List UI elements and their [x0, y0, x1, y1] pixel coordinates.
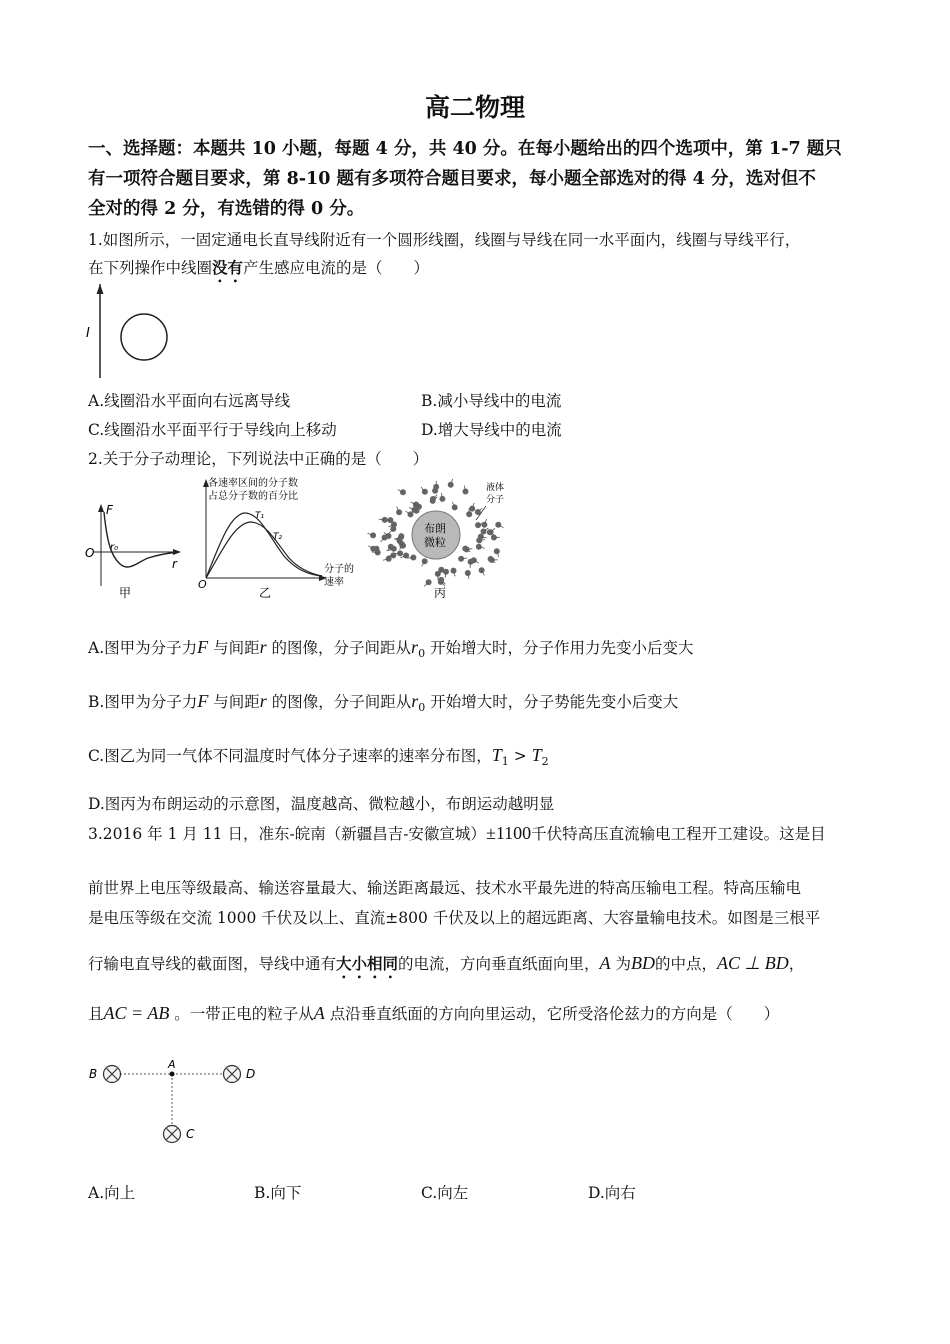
label-b: B [89, 1067, 98, 1081]
q1-option-b[interactable]: B.减小导线中的电流 [421, 392, 562, 410]
r0-label: r₀ [110, 542, 119, 553]
liquid-molecule [476, 544, 482, 550]
xlabel-1: 分子的 [324, 564, 354, 575]
liquid-molecule [370, 532, 376, 538]
molecule-velocity [372, 552, 378, 553]
figure-bing [368, 479, 505, 600]
page-title: 高二物理 [424, 93, 525, 122]
xlabel-2: 速率 [324, 577, 344, 588]
section-line-1: 一、选择题：本题共 10 小题，每题 4 分，共 40 分。在每小题给出的四个选项中，第 1-7 题只 [88, 139, 842, 159]
liquid-molecule [408, 511, 414, 517]
q1-stem-text-2: 产生感应电流的是（ ） [243, 259, 430, 277]
wire-c-cross-icon [164, 1126, 181, 1143]
origin-label: O [85, 546, 95, 560]
caption-bing: 丙 [434, 586, 447, 600]
liquid-molecule [416, 504, 422, 510]
origin-label-yi: O [198, 578, 207, 591]
brownian-label-1: 布朗 [424, 522, 446, 535]
t1-label: T₁ [255, 511, 265, 521]
liquid-molecule [469, 506, 475, 512]
coil [121, 314, 167, 360]
q1-option-c[interactable]: C.线圈沿水平面平行于导线向上移动 [88, 421, 337, 439]
t2-label: T₂ [273, 532, 283, 542]
q3-option-a[interactable]: A.向上 [88, 1184, 136, 1202]
q3-figure [84, 1026, 274, 1154]
q2-option-c[interactable]: C.图乙为同一气体不同温度时气体分子速率的速率分布图，$T_1 > T_2$ [88, 745, 549, 769]
q1-option-a[interactable]: A.线圈沿水平面向右远离导线 [88, 392, 291, 410]
q3-stem-line-1: 3.2016 年 1 月 11 日，准东-皖南（新疆昌吉-安徽宣城）±1100千伏特高压直流输电工程开工建设。这是目 [88, 823, 826, 843]
axis-label-f: F [106, 503, 113, 517]
liquid-label-1: 液体 [486, 483, 505, 493]
liquid-molecule [471, 557, 477, 563]
q3-stem-line-2: 前世界上电压等级最高、输送容量最大、输送距离最远、技术水平最先进的特高压输电工程。特高压输电 [88, 879, 802, 897]
figure-jia [85, 503, 181, 600]
current-label: I [86, 326, 90, 341]
q3-option-b[interactable]: B.向下 [254, 1184, 302, 1202]
label-c: C [186, 1127, 195, 1141]
liquid-molecule [398, 534, 404, 540]
q1-option-d[interactable]: D.增大导线中的电流 [421, 421, 562, 439]
q3-emphasis: 大小相同 [336, 955, 399, 973]
caption-yi: 乙 [259, 586, 272, 600]
section-line-3: 全对的得 2 分，有选错的得 0 分。 [88, 199, 365, 219]
q3-stem-line-3: 是电压等级在交流 1000 千伏及以上、直流±800 千伏及以上的超远距离、大容量输电技术。如图是三根平 [88, 909, 821, 927]
q2-option-b[interactable]: B.图甲为分子力F 与间距r 的图像，分子间距从$r_0$ 开始增大时，分子势能先变小后变大 [88, 691, 679, 715]
q1-stem-line-1: 1.如图所示，一固定通电长直导线附近有一个圆形线圈，线圈与导线在同一水平面内，线圈与导线平行， [88, 231, 801, 249]
q3-option-c[interactable]: C.向左 [421, 1184, 469, 1202]
liquid-molecule [478, 534, 484, 540]
wire-b-cross-icon [104, 1066, 121, 1083]
caption-jia: 甲 [119, 586, 132, 600]
q3-stem-line-5: 且AC = AB 。一带正电的粒子从A 点沿垂直纸面的方向向里运动，它所受洛伦兹力的方向是（ ） [88, 1003, 780, 1023]
liquid-label-2: 分子 [486, 495, 505, 505]
q2-option-d[interactable]: D.图丙为布朗运动的示意图，温度越高、微粒越小，布朗运动越明显 [88, 795, 555, 813]
q1-stem-text: 在下列操作中线圈 [88, 259, 213, 277]
q2-stem: 2.关于分子动理论，下列说法中正确的是（ ） [88, 450, 429, 468]
section-header [88, 134, 868, 224]
axis-label-r: r [172, 557, 177, 571]
q1-emphasis: 没有 [212, 259, 244, 277]
q3-option-d[interactable]: D.向右 [588, 1184, 636, 1202]
liquid-molecule [396, 509, 402, 515]
liquid-molecule [448, 482, 454, 488]
q3-stem-line-4: 行输电直导线的截面图，导线中通有大小相同的电流，方向垂直纸面向里，A 为BD的中点，AC ⊥ BD， [88, 953, 805, 973]
q1-figure [84, 282, 184, 382]
liquid-molecule [481, 522, 487, 528]
wire-d-cross-icon [224, 1066, 241, 1083]
current-arrow-icon [97, 284, 104, 294]
ylabel-1: 各速率区间的分子数 [208, 478, 298, 489]
label-a: A [168, 1058, 176, 1071]
section-line-2: 有一项符合题目要求，第 8-10 题有多项符合题目要求，每小题全部选对的得 4 分，选对但不 [88, 169, 816, 189]
ylabel-2: 占总分子数的百分比 [208, 491, 298, 502]
liquid-molecule [451, 568, 457, 574]
figure-yi [198, 476, 354, 600]
label-d: D [246, 1067, 256, 1081]
q2-option-a[interactable]: A.图甲为分子力F 与间距r 的图像，分子间距从$r_0$ 开始增大时，分子作用力先变小后变大 [88, 637, 694, 661]
liquid-molecule [391, 546, 397, 552]
brownian-label-2: 微粒 [424, 536, 446, 549]
q2-figures [84, 476, 524, 606]
